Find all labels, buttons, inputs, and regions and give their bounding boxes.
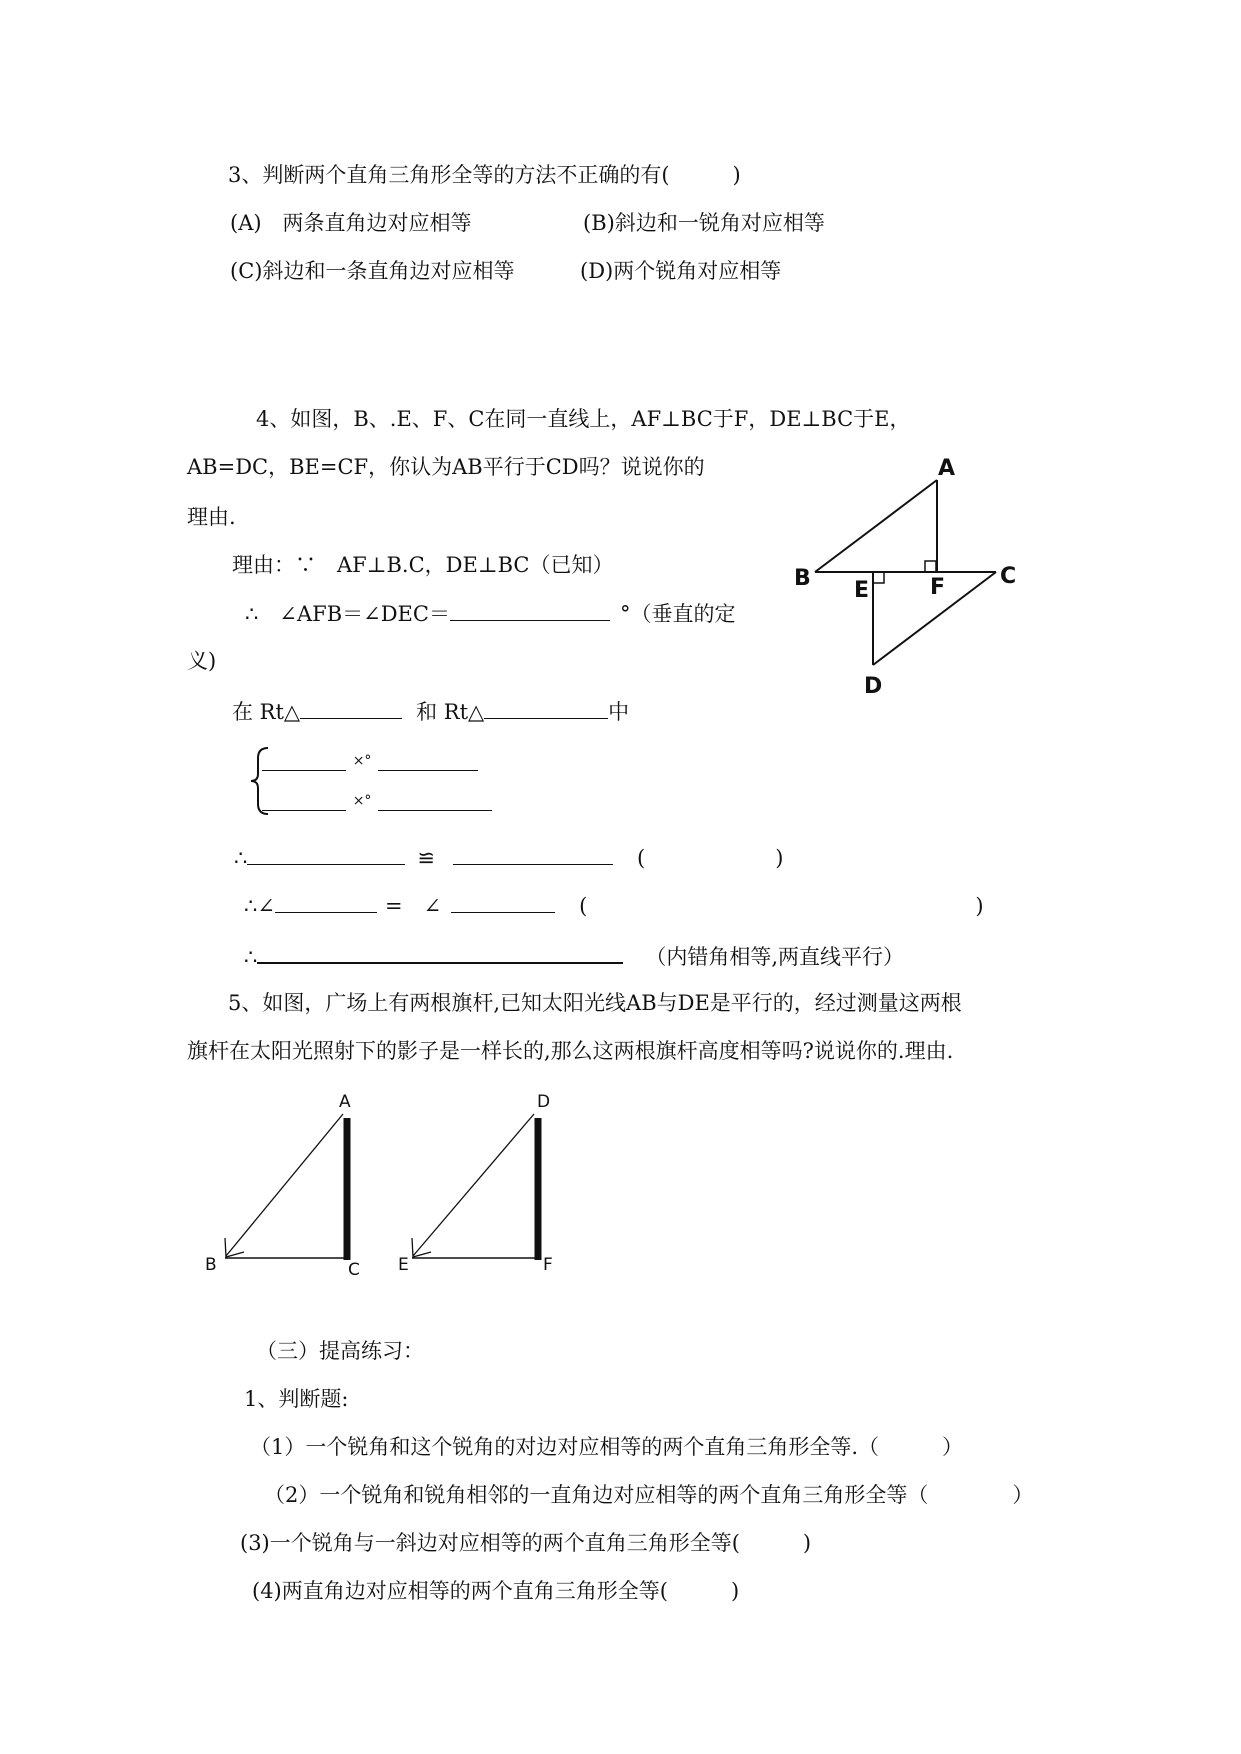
paren-open: ( — [636, 846, 646, 870]
answer-blank[interactable] — [450, 598, 610, 621]
label-b: B — [794, 566, 811, 591]
label-d: D — [864, 674, 883, 699]
congruent-symbol: ≌ — [417, 846, 435, 870]
q4-line1: 4、如图，B、.E、F、C在同一直线上，AF⊥BC于F，DE⊥BC于E， — [256, 407, 911, 431]
therefore-symbol: ∴ — [234, 846, 248, 870]
section3-title: （三）提高练习： — [256, 1339, 424, 1363]
label-a: A — [339, 1092, 351, 1112]
label-a: A — [938, 456, 956, 481]
q3-stem: 3、判断两个直角三角形全等的方法不正确的有( ) — [228, 163, 741, 187]
in-rt-label-1: 在 Rt△ — [232, 700, 301, 724]
q4-line3: 理由. — [187, 505, 236, 529]
q4-step5 — [244, 940, 904, 970]
congruent-blank-2[interactable] — [453, 842, 613, 865]
sunray-ab — [226, 1114, 343, 1256]
right-angle-mark-e — [874, 573, 884, 583]
angle-symbol: ∴∠ — [244, 894, 275, 918]
label-e: E — [854, 578, 870, 603]
q5-line1: 5、如图，广场上有两根旗杆,已知太阳光线AB与DE是平行的，经过测量这两根 — [228, 991, 962, 1015]
right-angle-mark-f — [925, 561, 936, 572]
condition-mark: ×° — [352, 793, 372, 809]
label-d: D — [537, 1092, 551, 1112]
q4-step1-cont: 义) — [187, 649, 217, 673]
q3-option-c: (C)斜边和一条直角边对应相等 — [230, 259, 515, 283]
q5-figure — [190, 1090, 580, 1290]
judge-item-1: （1）一个锐角和这个锐角的对边对应相等的两个直角三角形全等.（ ） — [250, 1435, 964, 1459]
q4-step1-tail: °（垂直的定 — [619, 602, 736, 626]
q3-option-a: (A) 两条直角边对应相等 — [230, 211, 472, 235]
segment-ab — [815, 480, 937, 572]
q3-option-b: (B)斜边和一锐角对应相等 — [583, 211, 825, 235]
condition-blank-2a[interactable] — [262, 788, 346, 811]
therefore-symbol: ∴ — [244, 945, 258, 969]
judge-item-2: （2）一个锐角和锐角相邻的一直角边对应相等的两个直角三角形全等（ ） — [264, 1483, 1034, 1507]
condition-blank-1b[interactable] — [378, 748, 478, 771]
angle-blank-1[interactable] — [275, 890, 377, 913]
in-rt-label-2: 和 Rt△ — [416, 700, 485, 724]
label-b: B — [205, 1255, 217, 1275]
conclusion-blank[interactable] — [257, 940, 623, 964]
label-c: C — [348, 1260, 360, 1280]
q3-option-d: (D)两个锐角对应相等 — [580, 259, 782, 283]
label-f: F — [930, 575, 946, 600]
angle-blank-2[interactable] — [451, 890, 555, 913]
label-c: C — [1000, 564, 1017, 589]
judge-item-3: (3)一个锐角与一斜边对应相等的两个直角三角形全等( ) — [240, 1531, 812, 1555]
q4-step3 — [234, 842, 783, 872]
in-rt-label-3: 中 — [608, 700, 630, 724]
q4-in-rt — [232, 696, 629, 726]
condition-blank-1a[interactable] — [262, 748, 346, 771]
q4-step4 — [244, 890, 984, 920]
condition-row-2 — [262, 786, 492, 816]
section3-sub: 1、判断题: — [244, 1387, 349, 1411]
condition-mark: ×° — [352, 753, 372, 769]
congruent-blank-1[interactable] — [247, 842, 405, 865]
q4-step1-text: ∴ ∠AFB＝∠DEC＝ — [245, 602, 450, 626]
condition-blank-2b[interactable] — [378, 788, 492, 811]
q4-figure — [780, 455, 1040, 700]
step5-reason: （内错角相等,两直线平行） — [645, 945, 905, 969]
q4-reason: 理由：∵ AF⊥B.C，DE⊥BC（已知） — [232, 553, 614, 577]
q4-step1 — [245, 598, 735, 628]
sunray-de — [413, 1114, 534, 1256]
angle-equals: = ∠ — [384, 894, 442, 918]
paren-close: ) — [775, 846, 784, 870]
label-e: E — [398, 1255, 409, 1275]
paren-close: ) — [975, 894, 984, 918]
paren-open: ( — [579, 894, 588, 918]
q4-line2: AB=DC，BE=CF，你认为AB平行于CD吗？说说你的 — [187, 455, 705, 479]
label-f: F — [543, 1255, 553, 1275]
triangle-blank-1[interactable] — [300, 696, 402, 719]
judge-item-4: (4)两直角边对应相等的两个直角三角形全等( ) — [252, 1579, 740, 1603]
condition-row-1 — [262, 746, 478, 776]
q5-line2: 旗杆在太阳光照射下的影子是一样长的,那么这两根旗杆高度相等吗?说说你的.理由. — [187, 1039, 954, 1063]
triangle-blank-2[interactable] — [484, 696, 608, 719]
